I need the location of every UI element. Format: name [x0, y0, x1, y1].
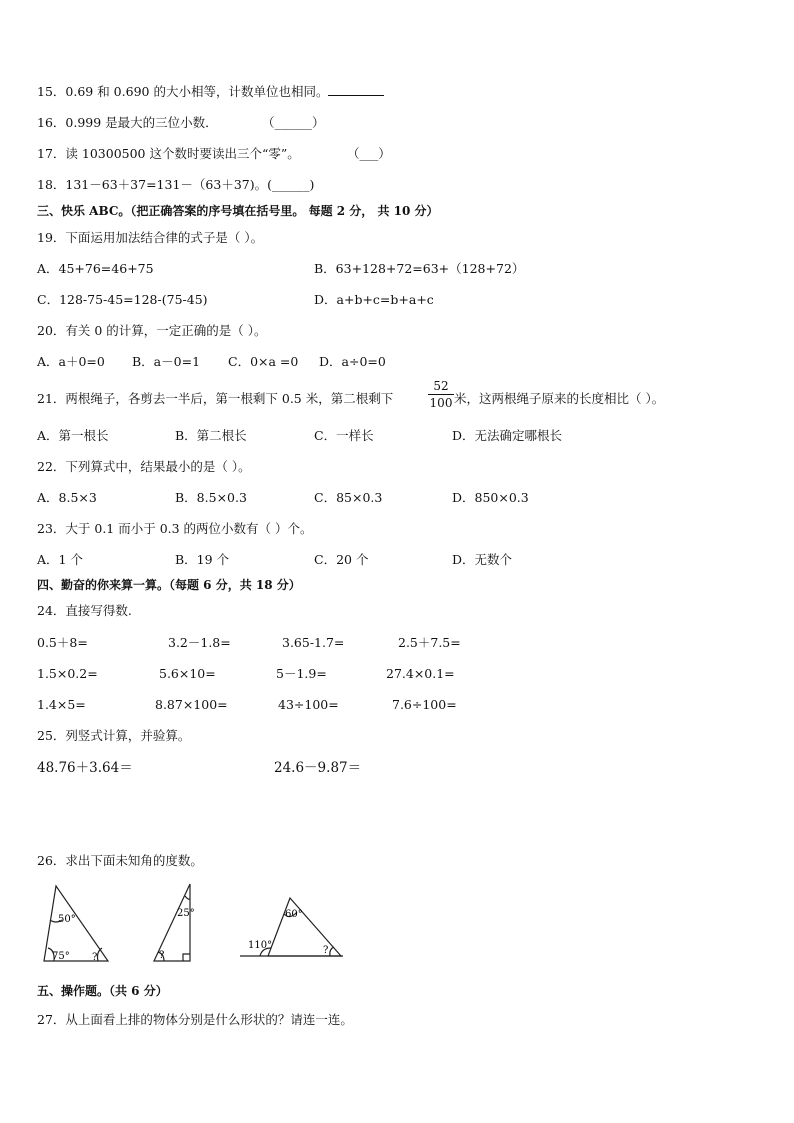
question-27-stem: 27．从上面看上排的物体分别是什么形状的？请连一连。	[37, 1012, 353, 1027]
option-b[interactable]: B．第二根长	[175, 428, 247, 443]
calc-item: 2.5＋7.5=	[398, 635, 461, 650]
option-c[interactable]: C．85×0.3	[314, 490, 383, 505]
calc-item: 27.4×0.1=	[386, 666, 455, 681]
option-d[interactable]: D．850×0.3	[452, 490, 529, 505]
question-15	[37, 84, 384, 100]
question-19-stem: 19．下面运用加法结合律的式子是（ ）。	[37, 230, 264, 245]
calc-item: 43÷100=	[278, 697, 339, 712]
angle-label: 75°	[52, 951, 70, 962]
option-b[interactable]: B．63+128+72=63+（128+72）	[314, 261, 525, 276]
question-21-stem-b: 米，这两根绳子原来的长度相比（ ）。	[454, 391, 665, 406]
option-c[interactable]: C．0×a =0	[228, 354, 299, 369]
option-b[interactable]: B．19 个	[175, 552, 230, 567]
question-18	[37, 177, 314, 193]
question-16	[37, 115, 218, 131]
vertical-calc-item: 24.6－9.87＝	[274, 760, 362, 776]
fraction-denominator: 100	[429, 396, 453, 410]
option-d[interactable]: D．a+b+c=b+a+c	[314, 292, 434, 307]
question-22-stem: 22．下列算式中，结果最小的是（ ）。	[37, 459, 251, 474]
fraction-numerator: 52	[433, 379, 449, 393]
calc-item: 8.87×100=	[155, 697, 228, 712]
triangle-1	[44, 886, 108, 961]
vertical-calc-item: 48.76＋3.64＝	[37, 760, 133, 776]
option-d[interactable]: D．a÷0=0	[319, 354, 386, 369]
section-3-heading: 三、快乐 ABC。（把正确答案的序号填在括号里。 每题 2 分， 共 10 分）	[37, 204, 439, 218]
option-a[interactable]: A．第一根长	[37, 428, 109, 443]
calc-item: 3.2－1.8=	[168, 635, 231, 650]
option-b[interactable]: B．8.5×0.3	[175, 490, 247, 505]
fraction-bar	[428, 394, 454, 395]
question-17	[37, 146, 300, 162]
question-15-text: 15．0.69 和 0.690 的大小相等，计数单位也相同。	[37, 84, 329, 99]
option-a[interactable]: A．45+76=46+75	[37, 261, 154, 276]
question-17-answer[interactable]: （___）	[347, 146, 391, 161]
calc-item: 1.5×0.2=	[37, 666, 98, 681]
question-24-stem: 24．直接写得数.	[37, 603, 132, 618]
calc-item: 7.6÷100=	[392, 697, 457, 712]
angle-label: 50°	[58, 914, 76, 925]
answer-blank[interactable]	[328, 95, 384, 96]
calc-item: 5－1.9=	[276, 666, 327, 681]
question-17-text: 17．读 10300500 这个数时要读出三个“零”。	[37, 146, 300, 161]
option-c[interactable]: C．20 个	[314, 552, 369, 567]
angle-label: 60°	[285, 909, 303, 920]
question-23-stem: 23．大于 0.1 而小于 0.3 的两位小数有（ ）个。	[37, 521, 313, 536]
unknown-angle-label: ?	[159, 950, 165, 961]
question-25-stem: 25．列竖式计算，并验算。	[37, 728, 191, 743]
angle-label: 25°	[177, 908, 195, 919]
question-18-text: 18．131－63＋37=131－（63＋37)。(______)	[37, 177, 315, 192]
option-c[interactable]: C．128-75-45=128-(75-45)	[37, 292, 208, 307]
section-5-heading: 五、操作题。（共 6 分）	[37, 984, 168, 998]
section-4-heading: 四、勤奋的你来算一算。（每题 6 分，共 18 分）	[37, 578, 301, 592]
option-a[interactable]: A．a＋0=0	[37, 354, 105, 369]
calc-item: 3.65-1.7=	[282, 635, 345, 650]
option-d[interactable]: D．无数个	[452, 552, 513, 567]
question-16-text: 16．0.999 是最大的三位小数．	[37, 115, 218, 130]
question-20-stem: 20．有关 0 的计算，一定正确的是（ ）。	[37, 323, 267, 338]
option-b[interactable]: B．a－0=1	[132, 354, 201, 369]
question-21-stem-a: 21．两根绳子，各剪去一半后，第一根剩下 0.5 米，第二根剩下	[37, 391, 394, 406]
calc-item: 5.6×10=	[159, 666, 216, 681]
exterior-angle-label: 110°	[248, 940, 273, 951]
triangle-figures	[0, 878, 400, 970]
option-a[interactable]: A．1 个	[37, 552, 83, 567]
calc-item: 0.5＋8=	[37, 635, 88, 650]
option-a[interactable]: A．8.5×3	[37, 490, 97, 505]
calc-item: 1.4×5=	[37, 697, 86, 712]
option-c[interactable]: C．一样长	[314, 428, 374, 443]
fraction	[428, 379, 454, 410]
unknown-angle-label: ?	[323, 945, 329, 956]
question-26-stem: 26．求出下面未知角的度数。	[37, 853, 203, 868]
option-d[interactable]: D．无法确定哪根长	[452, 428, 563, 443]
question-16-answer[interactable]: （______）	[262, 115, 325, 130]
unknown-angle-label: ?	[92, 952, 98, 963]
